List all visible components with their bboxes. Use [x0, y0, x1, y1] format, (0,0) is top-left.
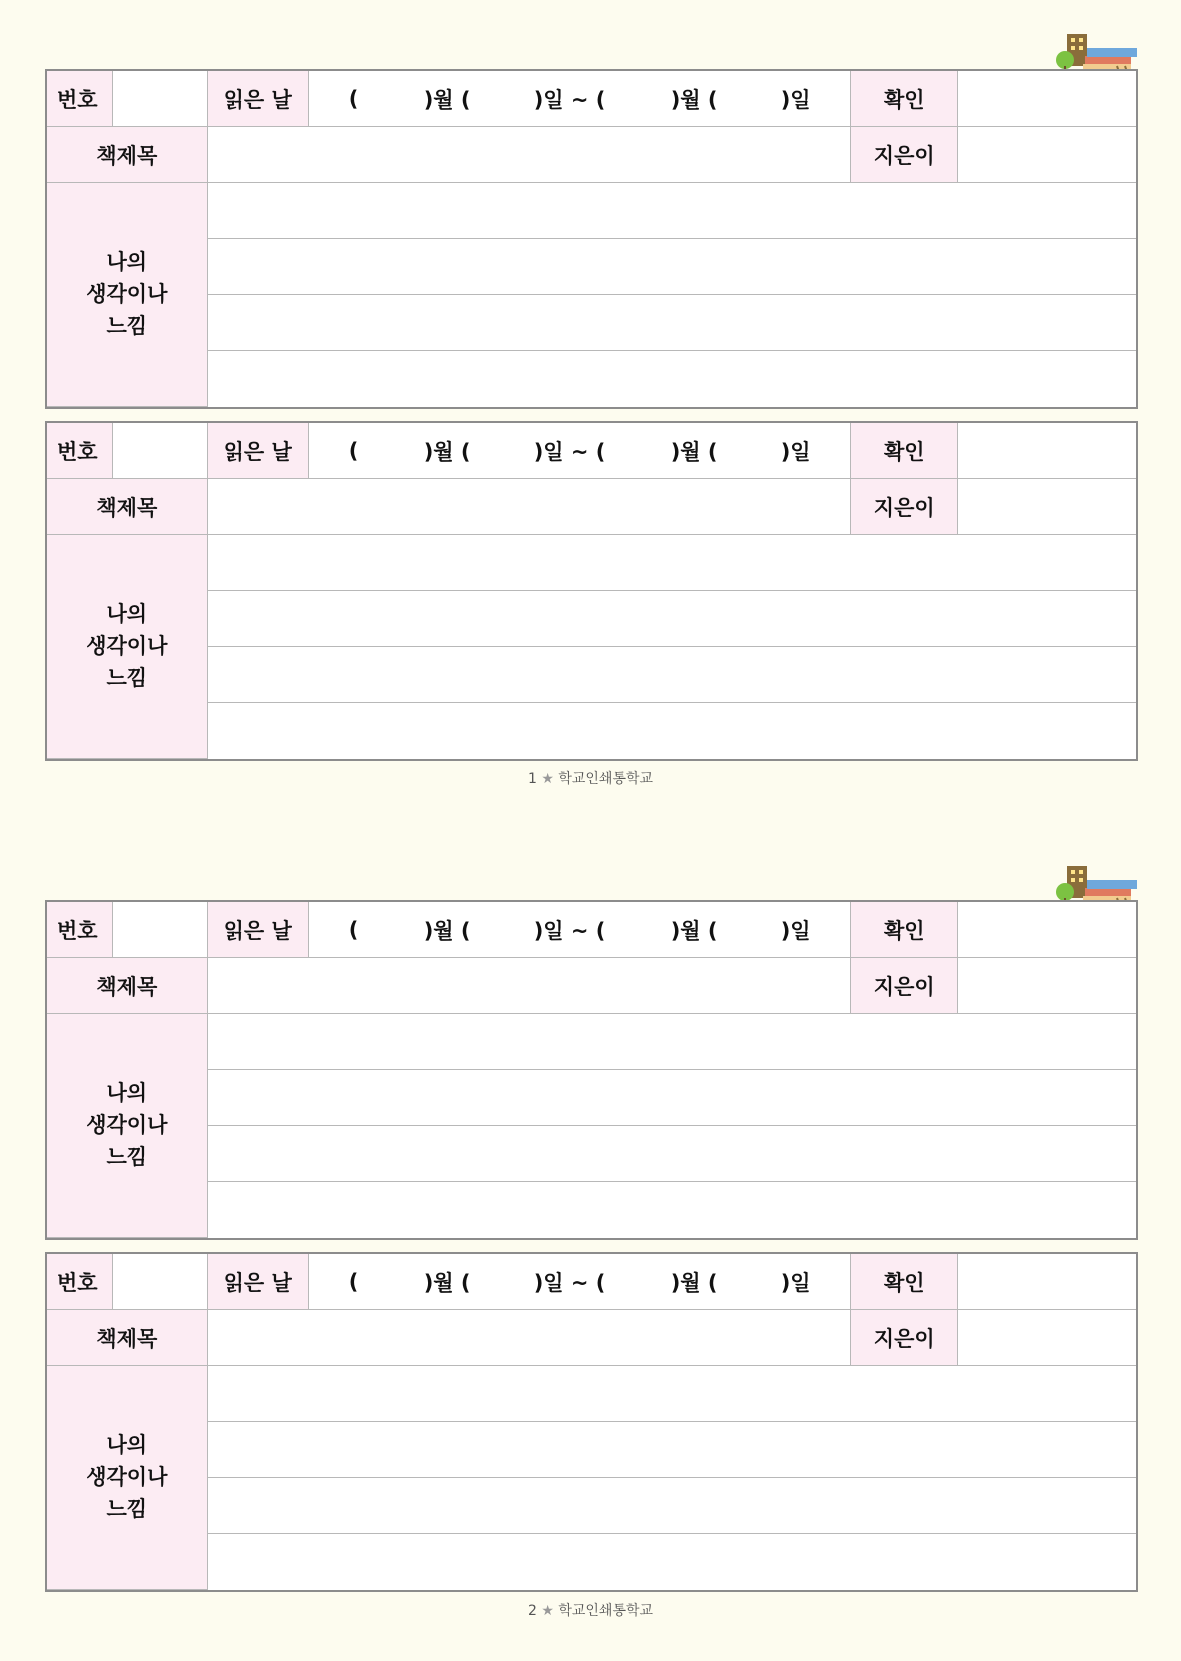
read-date-label: 읽은 날	[207, 1254, 308, 1310]
thoughts-line[interactable]	[207, 1014, 1136, 1070]
read-date-label: 읽은 날	[207, 71, 308, 127]
number-label: 번호	[47, 71, 112, 127]
book-title-input[interactable]	[207, 958, 851, 1014]
confirm-input[interactable]	[958, 71, 1136, 127]
read-date-field[interactable]: ( )월 ( )일 ~ ( )월 ( )일	[308, 1254, 850, 1310]
star-icon: ★	[541, 1603, 554, 1619]
confirm-input[interactable]	[958, 902, 1136, 958]
thoughts-line[interactable]	[207, 183, 1136, 239]
thoughts-line[interactable]	[207, 351, 1136, 407]
book-title-label: 책제목	[47, 479, 207, 535]
book-title-label: 책제목	[47, 1310, 207, 1366]
author-label: 지은이	[851, 127, 958, 183]
thoughts-line[interactable]	[207, 591, 1136, 647]
page-number: 1	[527, 771, 537, 787]
confirm-input[interactable]	[958, 1254, 1136, 1310]
confirm-label: 확인	[851, 1254, 958, 1310]
number-label: 번호	[47, 902, 112, 958]
thoughts-line[interactable]	[207, 1534, 1136, 1590]
number-label: 번호	[47, 1254, 112, 1310]
author-label: 지은이	[851, 958, 958, 1014]
thoughts-line[interactable]	[207, 1478, 1136, 1534]
thoughts-line[interactable]	[207, 295, 1136, 351]
read-date-label: 읽은 날	[207, 902, 308, 958]
book-title-input[interactable]	[207, 127, 851, 183]
thoughts-line[interactable]	[207, 1366, 1136, 1422]
star-icon: ★	[541, 771, 554, 787]
thoughts-line[interactable]	[207, 1126, 1136, 1182]
thoughts-label: 나의 생각이나 느낌	[47, 1014, 207, 1238]
thoughts-line[interactable]	[207, 535, 1136, 591]
page-footer	[0, 1600, 1181, 1620]
reading-log-card	[45, 421, 1138, 761]
thoughts-label: 나의 생각이나 느낌	[47, 183, 207, 407]
confirm-input[interactable]	[958, 423, 1136, 479]
number-input[interactable]	[112, 423, 207, 479]
book-title-label: 책제목	[47, 958, 207, 1014]
school-name: 학교인쇄통학교	[558, 1603, 654, 1619]
author-input[interactable]	[958, 958, 1136, 1014]
reading-log-card	[45, 1252, 1138, 1592]
thoughts-line[interactable]	[207, 647, 1136, 703]
author-input[interactable]	[958, 479, 1136, 535]
number-input[interactable]	[112, 902, 207, 958]
page-number: 2	[527, 1603, 537, 1619]
author-label: 지은이	[851, 479, 958, 535]
thoughts-label: 나의 생각이나 느낌	[47, 1366, 207, 1590]
thoughts-line[interactable]	[207, 703, 1136, 759]
thoughts-line[interactable]	[207, 1070, 1136, 1126]
number-input[interactable]	[112, 1254, 207, 1310]
number-label: 번호	[47, 423, 112, 479]
reading-log-card	[45, 900, 1138, 1240]
author-input[interactable]	[958, 1310, 1136, 1366]
author-label: 지은이	[851, 1310, 958, 1366]
thoughts-label: 나의 생각이나 느낌	[47, 535, 207, 759]
page-footer	[0, 768, 1181, 788]
author-input[interactable]	[958, 127, 1136, 183]
school-name: 학교인쇄통학교	[558, 771, 654, 787]
thoughts-line[interactable]	[207, 1422, 1136, 1478]
confirm-label: 확인	[851, 423, 958, 479]
read-date-field[interactable]: ( )월 ( )일 ~ ( )월 ( )일	[308, 423, 850, 479]
read-date-field[interactable]: ( )월 ( )일 ~ ( )월 ( )일	[308, 71, 850, 127]
thoughts-line[interactable]	[207, 1182, 1136, 1238]
read-date-label: 읽은 날	[207, 423, 308, 479]
book-title-input[interactable]	[207, 479, 851, 535]
read-date-field[interactable]: ( )월 ( )일 ~ ( )월 ( )일	[308, 902, 850, 958]
confirm-label: 확인	[851, 71, 958, 127]
reading-log-card	[45, 69, 1138, 409]
confirm-label: 확인	[851, 902, 958, 958]
book-title-input[interactable]	[207, 1310, 851, 1366]
thoughts-line[interactable]	[207, 239, 1136, 295]
number-input[interactable]	[112, 71, 207, 127]
book-title-label: 책제목	[47, 127, 207, 183]
